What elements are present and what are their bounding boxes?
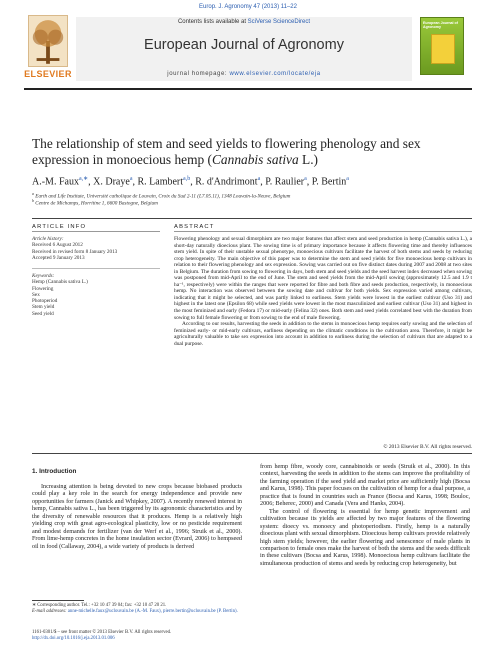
homepage-line	[76, 71, 412, 77]
doi-link[interactable]: http://dx.doi.org/10.1016/j.eja.2013.01.006	[32, 635, 115, 641]
contents-line	[76, 19, 412, 25]
footnote	[32, 603, 242, 615]
keyword-item: Sex	[32, 291, 40, 298]
author-separator: ,	[190, 176, 196, 188]
abstract-paragraph: Flowering phenology and sexual dimorphism are two major features that affect stem and seed production in hemp (Cannabis sativa L.), a short-day naturally dioecious plant. The sowing time is of primary importance because it affects flowering time and thereby influences stem yield. In spite of their unstable sexual phenotype, monoecious cultivars facilitate the harvest of both stems and seeds by reducing crop heterogeneity. The main objective of this paper was to determine the stem and seed yields for five monoecious hemp cultivars in relation to their flowering phenology and sex expression. Sowing was carried out on five distinct dates during 2007 and 2008 at two sites in Belgium. The duration from sowing to flowering in days, both stem and seed yields and the seed harvest index decreased when sowing was postponed from mid-April to the end of June. The stem and seed yields from the mid-April sowing (approximately 12.5 and 1.9 t ha⁻¹, respectively) were within the ranges that were reported for fibre and both fibre and seeds production, respectively, in monoecious hemp. No interaction was observed between the sowing date and cultivar for both yields. Sex expression varied among cultivars, indicating that it might be selected, and was partly linked to earliness. Stem yields were lowest in the earliest cultivar (Uso 31) and highest in the latest one (Epsilon 68) while seed yields were lowest in the most masculinized and earliest cultivar (Uso 31) and highest in the most feminized and early (Fedora 17) or mid-early (Felina 32) ones. Both stem and seed yields correlated best with the duration from sowing to full female flowering or from sowing to the end of male flowering.	[174, 236, 472, 321]
abstract-paragraph: According to our results, harvesting the seeds in addition to the stems in monoecious hemp requires early sowing and the selection of feminized early- or mid-early cultivars, earliness depending on the climatic conditions in the cultivation area. Therefore, it might be agriculturally valuable to take sex expression into account in addition to earliness during the selection of cultivars that are adapted to a dual purpose.	[174, 321, 472, 347]
affiliation-a-marker: a	[32, 191, 34, 196]
title-text-end: L.)	[298, 152, 319, 168]
email-addresses-link[interactable]: anne-michelle.faux@uclouvain.be (A.-M. Faux), pierre.bertin@uclouvain.be (P. Bertin).	[67, 608, 238, 614]
corresponding-author: ∗ Corresponding author. Tel.: +32 10 47 39 04; fax: +32 10 47 20 21.	[32, 603, 167, 608]
author-name[interactable]: A.-M. Faux	[32, 176, 79, 188]
body-paragraph: The control of flowering is essential for hemp genetic improvement and cultivation because its yields are affected by two major features of the flowering system: dioecy vs. monoecy and photoperiodism. Firstly, hemp is a naturally dioecious plant with sexual dimorphism. Dioecious hemp cultivars provide relatively high stem yields; however, the earlier flowering and senescence of male plants in comparison to female ones make the harvest of both the stems and the seeds difficult in these cultivars (Bocsa and Karus, 1998). Monoecious hemp cultivars facilitate the simultaneous production of stems and seeds by reducing crop heterogeneity, but	[260, 508, 470, 567]
abstract-bottom-rule	[32, 453, 472, 454]
publisher-name: ELSEVIER	[24, 69, 72, 79]
body-paragraph: Increasing attention is being devoted to new crops because biobased products could play a key role in the search for energy independence and provide new opportunities for farmers (Janick and Whipkey, 2007). A recently renewed interest in hemp, Cannabis sativa L., has been triggered by its agronomic characteristics and by the diversity of renewable resources that it produces. Hemp is a relatively high yielding crop with great agro-ecological plasticity, low or no pesticide requirement and modest demands for fertilizer (van der Werf et al., 1996; Struik et al., 2000). From lime-hemp concretes in the home insulation sector (Evrard, 2006) to hempseed oil in food (Callaway, 2004), a wide variety of products is derived	[32, 484, 242, 550]
masthead	[24, 13, 472, 85]
author-list	[32, 175, 472, 187]
abstract-copyright: © 2013 Elsevier B.V. All rights reserved.	[383, 444, 472, 450]
journal-homepage-link[interactable]: www.elsevier.com/locate/eja	[229, 71, 321, 77]
keywords-rule	[32, 268, 160, 269]
email-prefix: E-mail addresses:	[32, 608, 68, 614]
author-affiliation-marker[interactable]: a,∗	[78, 176, 89, 182]
body-column-left	[32, 484, 242, 551]
journal-title: European Journal of Agronomy	[144, 37, 344, 53]
title-text: The relationship of stem and seed yields to flowering phenology and sex expression in monoecious hemp (	[32, 136, 421, 168]
article-info-heading: ARTICLE INFO	[32, 224, 87, 230]
author-affiliation-marker[interactable]: a	[257, 176, 261, 182]
info-rule	[32, 218, 472, 219]
title-species: Cannabis sativa	[212, 152, 299, 168]
keywords-label: Keywords:	[32, 273, 55, 279]
article-title	[32, 136, 472, 169]
body-column-right	[260, 464, 470, 568]
author-name[interactable]: R. Lambert	[137, 176, 184, 188]
history-accepted: Accepted 9 January 2013	[32, 254, 85, 261]
homepage-prefix: journal homepage:	[167, 71, 230, 77]
affiliation-b	[32, 198, 472, 207]
affiliation-b-marker: b	[32, 198, 34, 203]
author-name[interactable]: X. Draye	[93, 176, 130, 188]
history-received: Received 6 August 2012	[32, 242, 83, 249]
history-label: Article history:	[32, 236, 64, 242]
author-separator: ,	[306, 176, 312, 188]
issn-block	[32, 630, 242, 642]
abstract-rule	[174, 231, 472, 232]
keyword-item: Seed yield	[32, 310, 54, 317]
keywords	[32, 273, 160, 317]
header-rule	[24, 88, 472, 90]
elsevier-logo	[24, 13, 72, 81]
elsevier-tree-icon	[28, 15, 68, 67]
author-separator: ,	[260, 176, 266, 188]
email-line	[32, 609, 242, 615]
introduction-heading: 1. Introduction	[32, 468, 77, 475]
author-separator: ,	[132, 176, 138, 188]
abstract-body	[174, 236, 472, 347]
keyword-item: Photoperiod	[32, 298, 58, 305]
footnote-rule	[32, 600, 84, 601]
author-affiliation-marker[interactable]: a	[304, 176, 307, 182]
author-affiliation-marker[interactable]: a	[129, 176, 133, 182]
author-separator: ,	[88, 176, 94, 188]
author-affiliation-marker[interactable]: a	[346, 176, 349, 182]
issn-line: 1161-0301/$ – see front matter © 2013 Elsevier B.V. All rights reserved.	[32, 630, 172, 635]
affiliation-a-text: Earth and Life Institute, Université catholique de Louvain, Croix du Sud 2-11 (L7.05.11), 1348 Louvain-la-Neuve, Belgium	[35, 193, 291, 200]
cover-title: European Journal of Agronomy	[423, 21, 458, 30]
article-info-rule	[32, 231, 160, 232]
abstract-heading: ABSTRACT	[174, 224, 215, 230]
author-name[interactable]: P. Raulier	[265, 176, 305, 188]
journal-header-box	[76, 17, 412, 81]
keyword-item: Hemp (Cannabis sativa L.)	[32, 279, 88, 286]
sciencedirect-link[interactable]: SciVerse ScienceDirect	[247, 19, 311, 25]
keyword-item: Flowering	[32, 285, 54, 292]
author-affiliation-marker[interactable]: a,b	[183, 176, 191, 182]
cover-image	[431, 34, 455, 64]
affiliation-b-text: Centre de Michamps, Horritine 1, 6600 Bastogne, Belgium	[35, 200, 158, 207]
keyword-item: Stem yield	[32, 304, 55, 311]
article-history	[32, 236, 160, 261]
journal-reference: Europ. J. Agronomy 47 (2013) 11–22	[199, 4, 297, 10]
journal-cover-thumbnail[interactable]	[420, 17, 464, 75]
contents-prefix: Contents lists available at	[177, 19, 248, 25]
history-revised: Received in revised form 8 January 2013	[32, 248, 118, 255]
author-name[interactable]: P. Bertin	[311, 176, 347, 188]
author-name[interactable]: R. d'Andrimont	[195, 176, 258, 188]
body-paragraph: from hemp fibre, woody core, cannabinoids or seeds (Struik et al., 2000). In this context, harvesting the seeds in addition to the stems can improve the profitability of the farming operation if the seed yield and market price are sufficiently high (Bocsa and Karus, 1998). This paper focuses on the cultivation of hemp for a dual purpose, a practice that is found in countries such as France (Bocsa and Karus, 1998; Bouloc, 2006; Beherec, 2000) and Canada (Vera and Hanks, 2004).	[260, 464, 470, 508]
